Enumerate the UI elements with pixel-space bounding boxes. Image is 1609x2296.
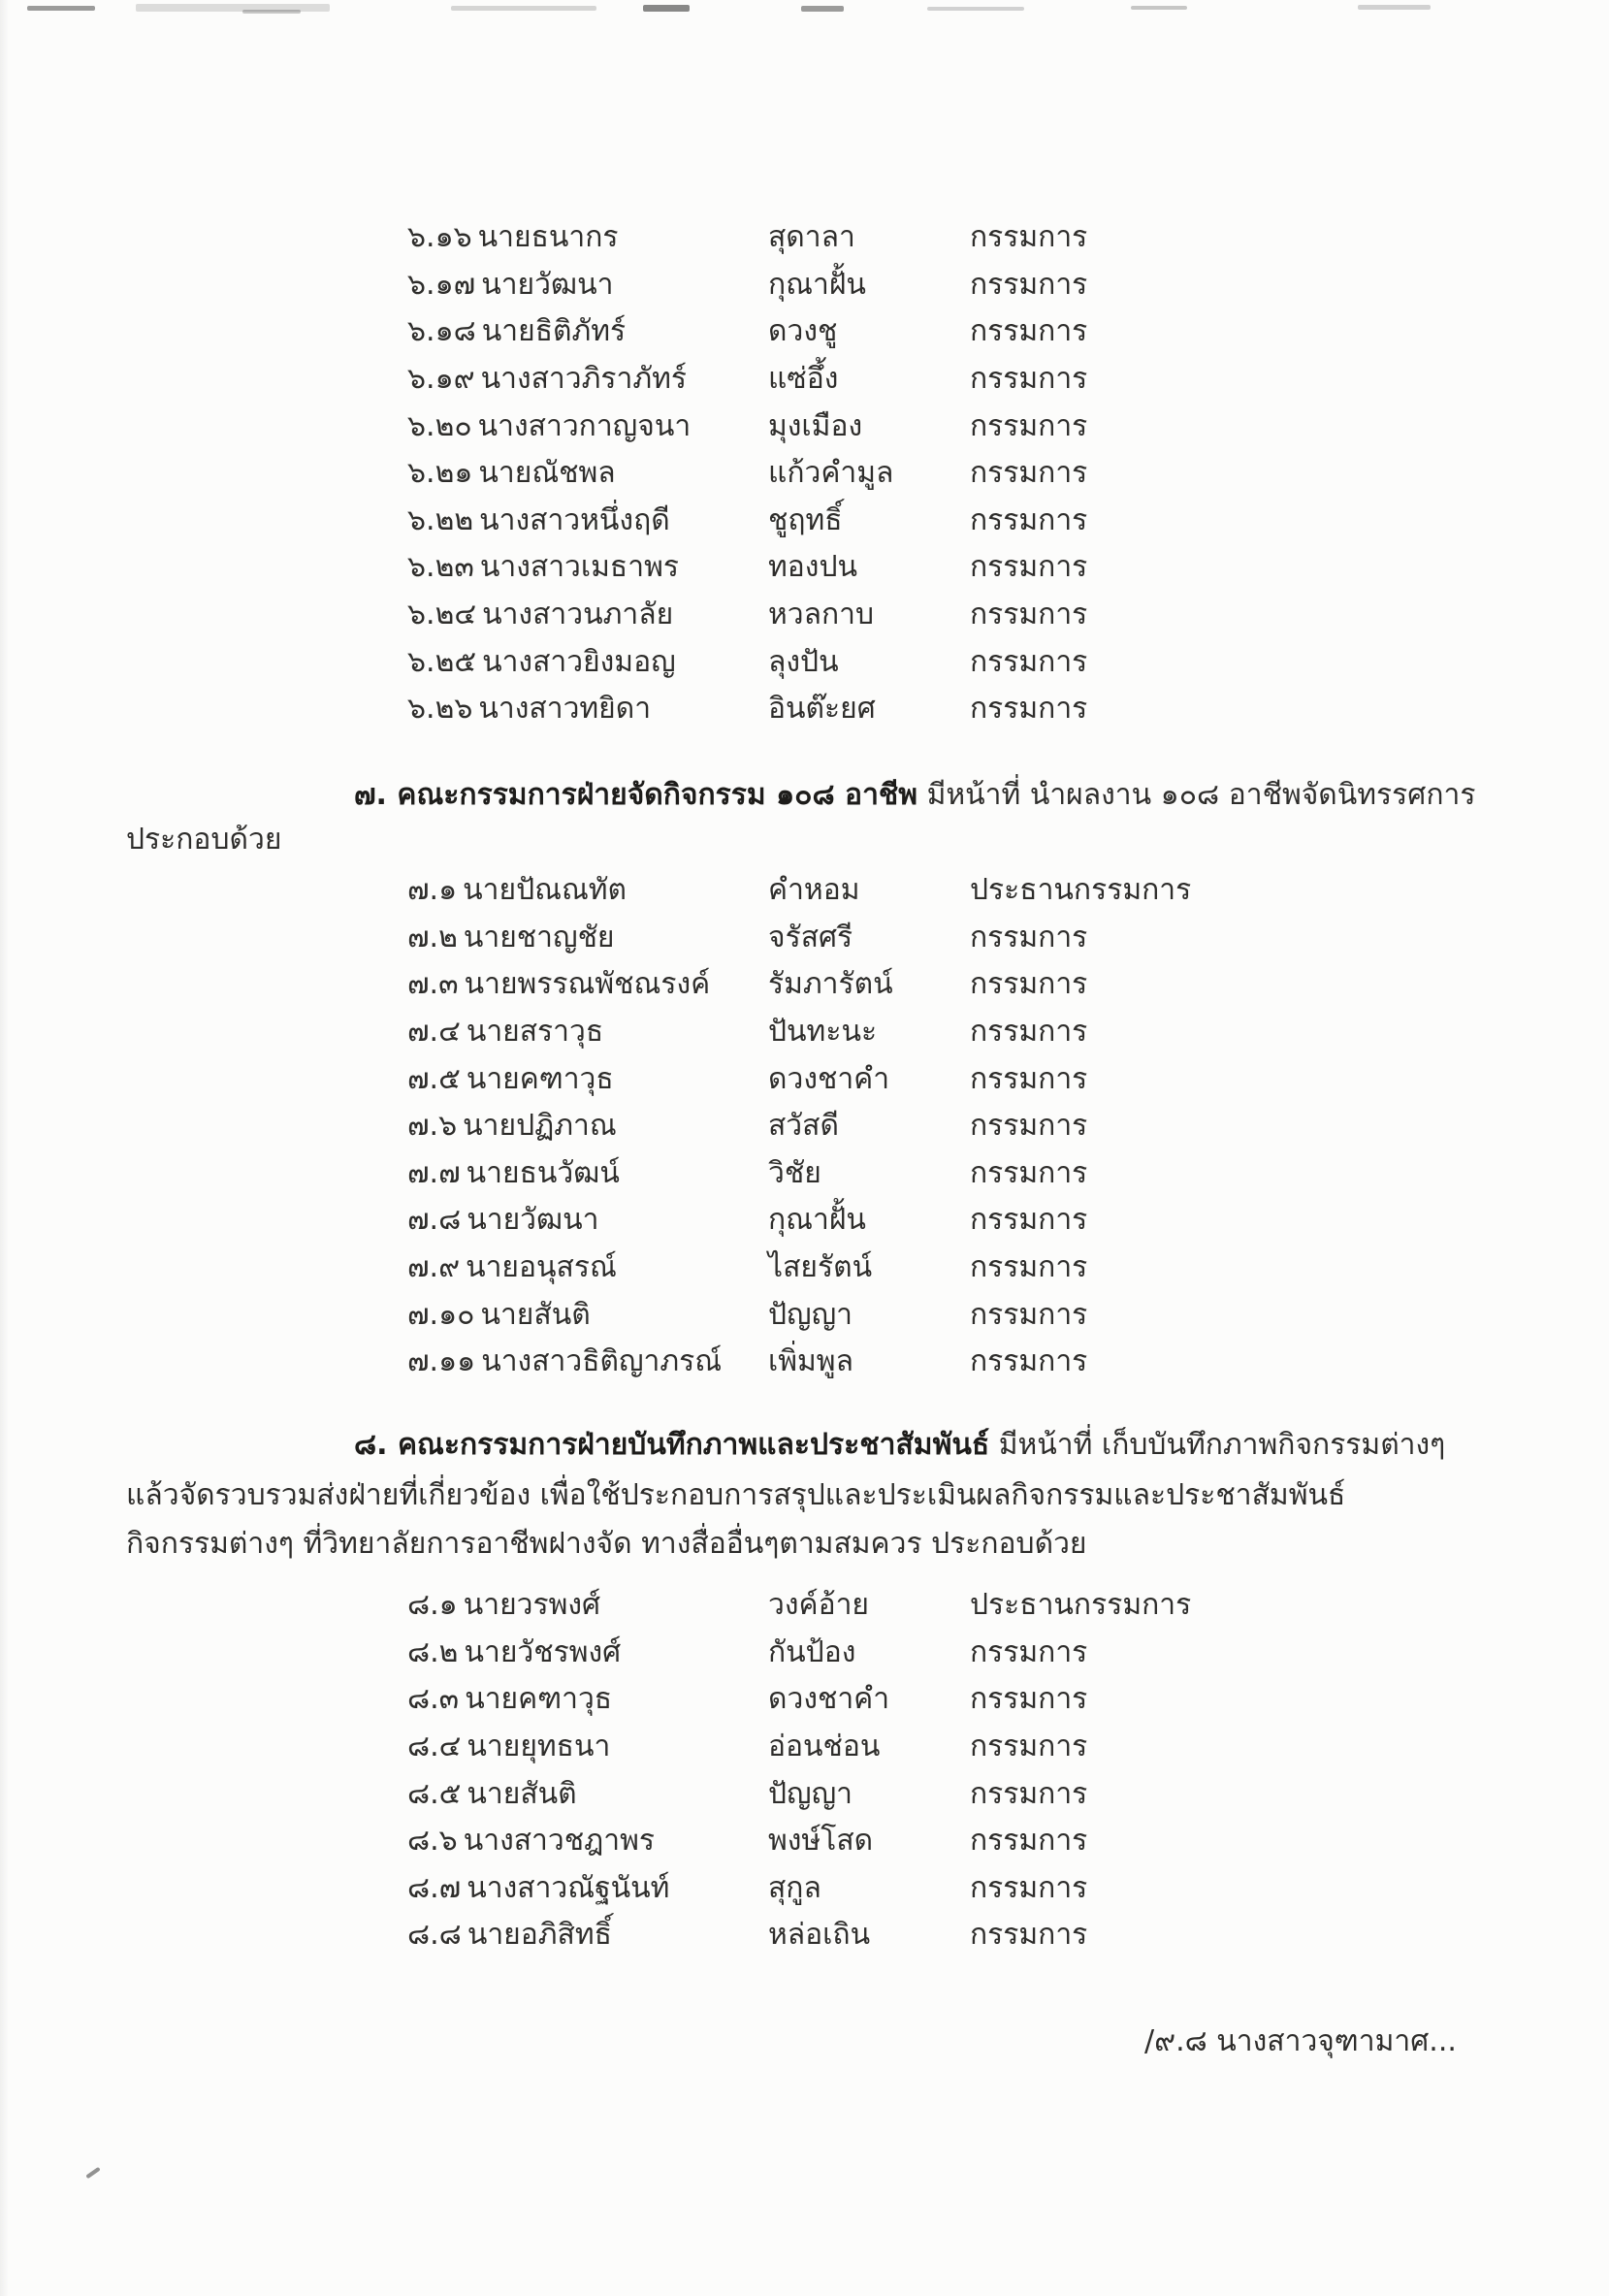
member-number: ๖.๒๐ <box>407 408 472 443</box>
member-position: กรรมการ <box>970 1776 1088 1811</box>
member-surname: เพิ่มพูล <box>768 1344 853 1379</box>
member-position: กรรมการ <box>970 1870 1088 1905</box>
table-row <box>407 638 1552 686</box>
member-first-name: นายปัณณทัต <box>463 873 628 908</box>
member-first-name: นายวัชรพงศ์ <box>464 1634 622 1669</box>
section-8-body-line-2 <box>126 1472 1523 1519</box>
scan-artifact <box>1358 5 1431 10</box>
member-first-name: นายสันติ <box>480 1297 591 1332</box>
member-position: ประธานกรรมการ <box>970 1588 1192 1623</box>
table-row <box>407 867 1552 915</box>
table-row <box>407 1630 1552 1677</box>
member-surname: พงษ์โสด <box>768 1824 874 1859</box>
section-8-body-line-2-text: แล้วจัดรวบรวมส่งฝ่ายที่เกี่ยวข้อง เพื่อใช้ประกอบการสรุปและประเมินผลกิจกรรมและประชาสัมพันธ์ <box>126 1478 1346 1512</box>
section-7-heading-cont <box>126 817 1523 863</box>
committee-7-member-list <box>407 867 1552 1386</box>
member-position: กรรมการ <box>970 1155 1088 1190</box>
member-first-name: นางสาวเมธาพร <box>479 550 679 585</box>
scan-artifact <box>1131 6 1187 10</box>
member-number: ๘.๑ <box>407 1588 458 1623</box>
member-first-name: นายวัฒนา <box>467 1203 599 1238</box>
member-surname: ปันทะนะ <box>768 1015 878 1050</box>
member-number: ๗.๘ <box>407 1203 462 1238</box>
table-row <box>407 1150 1552 1198</box>
member-surname: ไสยรัตน์ <box>768 1250 873 1285</box>
member-first-name: นายวรพงศ์ <box>463 1588 601 1623</box>
member-number: ๖.๒๑ <box>407 456 473 491</box>
member-number: ๗.๑ <box>407 873 458 908</box>
member-position: กรรมการ <box>970 1824 1088 1859</box>
member-first-name: นายพรรณพัชณรงค์ <box>464 967 711 1002</box>
member-surname: หล่อเถิน <box>768 1918 871 1953</box>
member-position: กรรมการ <box>970 1682 1088 1717</box>
member-position: กรรมการ <box>970 1015 1088 1050</box>
member-first-name: นายธนวัฒน์ <box>466 1155 620 1190</box>
member-number: ๘.๔ <box>407 1730 462 1764</box>
member-number: ๗.๙ <box>407 1250 461 1285</box>
member-position: กรรมการ <box>970 220 1088 255</box>
section-8-duty: มีหน้าที่ เก็บบันทึกภาพกิจกรรมต่างๆ <box>998 1428 1446 1462</box>
committee-8-member-list <box>407 1582 1552 1959</box>
member-number: ๗.๕ <box>407 1061 461 1096</box>
member-first-name: นายคฑาวุธ <box>466 1061 614 1096</box>
member-surname: ทองปน <box>768 550 857 585</box>
member-number: ๘.๕ <box>407 1776 462 1811</box>
section-8-heading <box>126 1422 1523 1469</box>
member-first-name: นางสาวหนึ่งฤดี <box>479 502 670 537</box>
section-7-heading <box>126 772 1523 819</box>
table-row <box>407 686 1552 733</box>
member-surname: วิชัย <box>768 1155 821 1190</box>
member-first-name: นายสันติ <box>467 1776 577 1811</box>
scan-artifact <box>27 6 95 11</box>
scan-artifact <box>927 7 1024 11</box>
member-position: กรรมการ <box>970 1730 1088 1764</box>
member-surname: ปัญญา <box>768 1297 853 1332</box>
member-surname: สุกูล <box>768 1870 821 1905</box>
table-row <box>407 1009 1552 1056</box>
section-8-title: ๘. คณะกรรมการฝ่ายบันทึกภาพและประชาสัมพันธ์ <box>354 1428 990 1462</box>
member-number: ๗.๑๐ <box>407 1297 475 1332</box>
member-position: กรรมการ <box>970 920 1088 954</box>
member-first-name: นายณัชพล <box>478 456 616 491</box>
table-row <box>407 1818 1552 1865</box>
table-row <box>407 1770 1552 1818</box>
section-7-duty: มีหน้าที่ นำผลงาน ๑๐๘ อาชีพจัดนิทรรศการ <box>926 778 1476 812</box>
member-first-name: นายอภิสิทธิ์ <box>467 1918 612 1953</box>
member-surname: แซ่อึ้ง <box>768 362 839 397</box>
member-surname: กุณาฝั้น <box>768 267 866 302</box>
member-number: ๘.๒ <box>407 1634 459 1669</box>
section-7-title: ๗. คณะกรรมการฝ่ายจัดกิจกรรม ๑๐๘ อาชีพ <box>354 778 918 812</box>
member-number: ๖.๒๖ <box>407 692 473 727</box>
member-number: ๖.๑๘ <box>407 314 476 349</box>
scan-artifact <box>85 2167 100 2179</box>
table-row <box>407 1339 1552 1386</box>
member-surname: ดวงชู <box>768 314 838 349</box>
table-row <box>407 1197 1552 1245</box>
member-position: กรรมการ <box>970 1061 1088 1096</box>
member-first-name: นางสาวชฎาพร <box>463 1824 655 1859</box>
member-number: ๖.๒๒ <box>407 502 474 537</box>
member-position: ประธานกรรมการ <box>970 873 1192 908</box>
table-row <box>407 592 1552 639</box>
member-surname: คำหอม <box>768 873 860 908</box>
member-surname: มุงเมือง <box>768 408 863 443</box>
table-row <box>407 915 1552 962</box>
committee-6-member-list <box>407 214 1552 733</box>
table-row <box>407 308 1552 356</box>
member-number: ๖.๒๓ <box>407 550 474 585</box>
member-number: ๖.๒๔ <box>407 598 477 632</box>
member-position: กรรมการ <box>970 967 1088 1002</box>
table-row <box>407 1724 1552 1771</box>
table-row <box>407 1676 1552 1724</box>
table-row <box>407 544 1552 592</box>
member-first-name: นายวัฒนา <box>481 267 614 302</box>
member-number: ๗.๗ <box>407 1155 461 1190</box>
member-number: ๖.๑๗ <box>407 267 476 302</box>
member-number: ๖.๑๖ <box>407 220 472 255</box>
member-first-name: นางสาวทยิดา <box>478 692 652 727</box>
member-number: ๖.๒๕ <box>407 644 477 679</box>
member-surname: วงค์อ้าย <box>768 1588 870 1623</box>
table-row <box>407 403 1552 450</box>
member-first-name: นายธิติภัทร์ <box>481 314 627 349</box>
member-first-name: นางสาวภิราภัทร์ <box>480 362 688 397</box>
member-position: กรรมการ <box>970 1250 1088 1285</box>
member-position: กรรมการ <box>970 456 1088 491</box>
member-position: กรรมการ <box>970 598 1088 632</box>
scan-artifact <box>801 6 844 12</box>
member-position: กรรมการ <box>970 1109 1088 1144</box>
member-surname: จรัสศรี <box>768 920 853 954</box>
member-position: กรรมการ <box>970 550 1088 585</box>
table-row <box>407 1582 1552 1630</box>
member-number: ๗.๖ <box>407 1109 458 1144</box>
member-first-name: นายสราวุธ <box>466 1015 604 1050</box>
member-position: กรรมการ <box>970 314 1088 349</box>
table-row <box>407 1291 1552 1339</box>
member-position: กรรมการ <box>970 502 1088 537</box>
table-row <box>407 450 1552 498</box>
page-continuation-note: /๙.๘ นางสาวจุฑามาศ... <box>1144 2024 1457 2058</box>
table-row <box>407 262 1552 309</box>
member-position: กรรมการ <box>970 1344 1088 1379</box>
member-position: กรรมการ <box>970 408 1088 443</box>
member-surname: หวลกาบ <box>768 598 875 632</box>
member-surname: สุดาลา <box>768 220 855 255</box>
member-first-name: นางสาวกาญจนา <box>477 408 692 443</box>
member-surname: ชูฤทธิ์ <box>768 502 843 537</box>
member-number: ๘.๓ <box>407 1682 460 1717</box>
member-position: กรรมการ <box>970 692 1088 727</box>
member-position: กรรมการ <box>970 267 1088 302</box>
member-position: กรรมการ <box>970 1203 1088 1238</box>
member-position: กรรมการ <box>970 644 1088 679</box>
member-number: ๗.๑๑ <box>407 1344 476 1379</box>
member-surname: รัมภารัตน์ <box>768 967 893 1002</box>
member-position: กรรมการ <box>970 1297 1088 1332</box>
table-row <box>407 1055 1552 1103</box>
member-position: กรรมการ <box>970 1634 1088 1669</box>
member-position: กรรมการ <box>970 1918 1088 1953</box>
member-surname: สวัสดี <box>768 1109 839 1144</box>
scan-artifact <box>451 6 596 11</box>
member-surname: ลุงปัน <box>768 644 839 679</box>
table-row <box>407 961 1552 1009</box>
member-surname: แก้วคำมูล <box>768 456 894 491</box>
table-row <box>407 498 1552 545</box>
section-7-consists-of: ประกอบด้วย <box>126 823 282 857</box>
table-row <box>407 1865 1552 1913</box>
table-row <box>407 1103 1552 1150</box>
table-row <box>407 1912 1552 1959</box>
member-surname: กุณาฝั้น <box>768 1203 866 1238</box>
member-number: ๖.๑๙ <box>407 362 475 397</box>
section-8-body-line-3-text: กิจกรรมต่างๆ ที่วิทยาลัยการอาชีพฝางจัด ทางสื่ออื่นๆตามสมควร ประกอบด้วย <box>126 1527 1087 1561</box>
table-row <box>407 356 1552 404</box>
table-row <box>407 214 1552 262</box>
table-row <box>407 1245 1552 1292</box>
scan-artifact <box>643 5 690 12</box>
member-surname: กันป้อง <box>768 1634 856 1669</box>
member-first-name: นางสาวธิติญาภรณ์ <box>481 1344 723 1379</box>
member-first-name: นางสาวณัฐนันท์ <box>467 1870 670 1905</box>
member-first-name: นายธนากร <box>477 220 619 255</box>
member-position: กรรมการ <box>970 362 1088 397</box>
member-surname: อินต๊ะยศ <box>768 692 876 727</box>
member-first-name: นายยุทธนา <box>467 1730 611 1764</box>
member-number: ๘.๘ <box>407 1918 462 1953</box>
member-surname: ดวงชาคำ <box>768 1061 890 1096</box>
member-first-name: นางสาวยิงมอญ <box>482 644 676 679</box>
member-surname: อ่อนช่อน <box>768 1730 881 1764</box>
member-surname: ดวงชาคำ <box>768 1682 890 1717</box>
member-number: ๗.๒ <box>407 920 458 954</box>
member-number: ๘.๖ <box>407 1824 458 1859</box>
member-first-name: นายอนุสรณ์ <box>466 1250 617 1285</box>
scan-artifact <box>242 10 301 14</box>
member-first-name: นางสาวนภาลัย <box>482 598 674 632</box>
member-surname: ปัญญา <box>768 1776 853 1811</box>
member-first-name: นายปฏิภาณ <box>463 1109 617 1144</box>
member-first-name: นายชาญชัย <box>463 920 615 954</box>
scan-artifact <box>136 4 330 12</box>
section-8-body-line-3 <box>126 1521 1523 1568</box>
member-number: ๗.๔ <box>407 1015 461 1050</box>
member-first-name: นายคฑาวุธ <box>465 1682 613 1717</box>
member-number: ๘.๗ <box>407 1870 462 1905</box>
member-number: ๗.๓ <box>407 967 459 1002</box>
